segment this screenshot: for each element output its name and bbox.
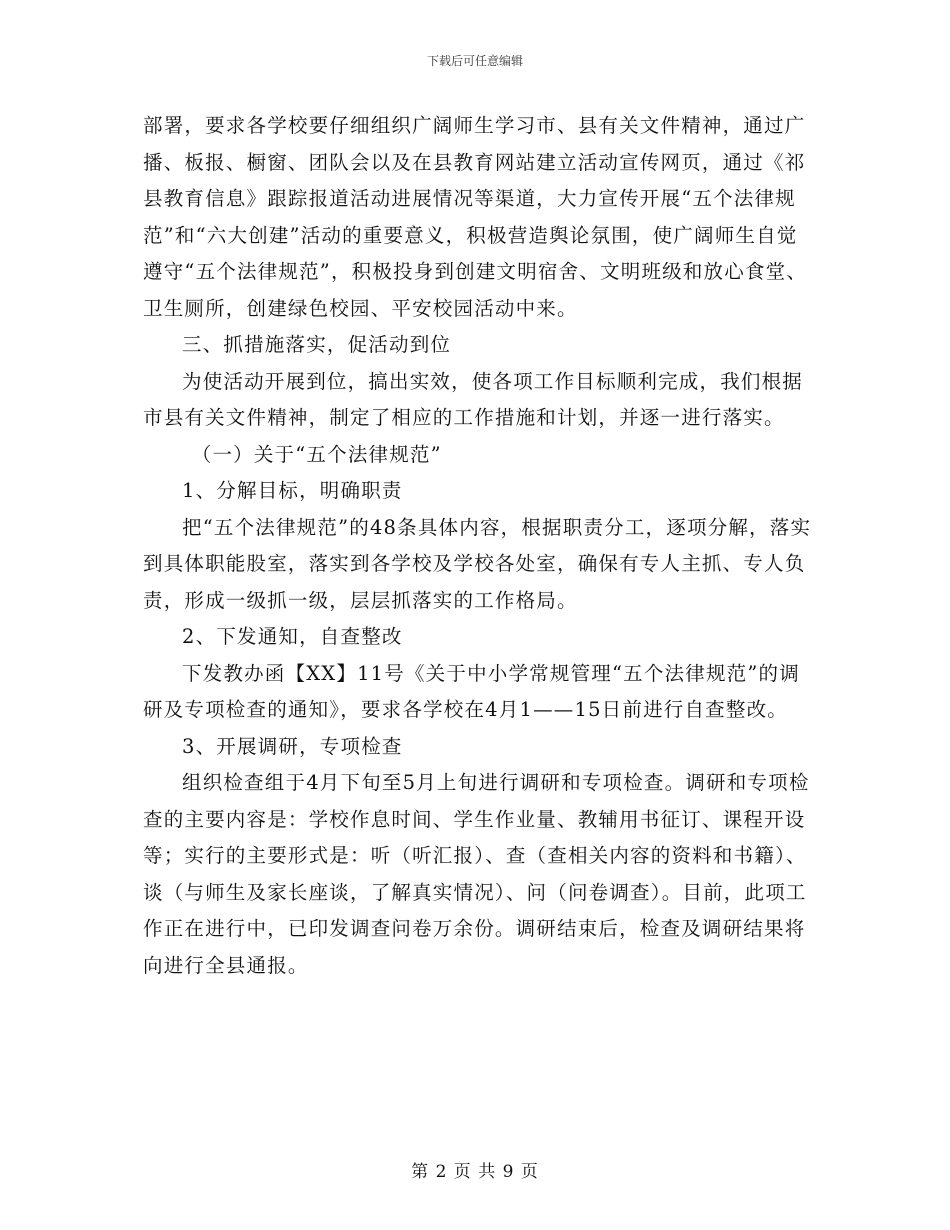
page-number-footer: 第 2 页 共 9 页 — [411, 1162, 539, 1182]
subsection-heading-1: （一）关于“五个法律规范” — [191, 442, 442, 466]
paragraph-item-1: 把“五个法律规范”的48条具体内容，根据职责分工，逐项分解，落实到具体职能股室，落实到各学校及学校各处室，确保有专人主抓、专人负责，形成一级抓一级，层层抓落实的工作格局。 — [143, 515, 812, 612]
paragraph-deployment: 部署，要求各学校要仔细组织广阔师生学习市、县有关文件精神，通过广播、板报、橱窗、团队会以及在县教育网站建立活动宣传网页，通过《祁县教育信息》跟踪报道活动进展情况等渠道，大力宣传开展“五个法律规范”和“六大创建”活动的重要意义，积极营造舆论氛围，使广阔师生自觉遵守“五个法律规范”，积极投身到创建文明宿舍、文明班级和放心食堂、卫生厕所，创建绿色校园、平安校园活动中来。 — [143, 114, 808, 320]
section-heading-3: 三、抓措施落实，促活动到位 — [182, 333, 452, 356]
paragraph-item-3: 组织检查组于4月下旬至5月上旬进行调研和专项检查。调研和专项检查的主要内容是：学校作息时间、学生作业量、教辅用书征订、课程开设等；实行的主要形式是：听（听汇报）、查（查相关内容的资料和书籍）、谈（与师生及家长座谈，了解真实情况）、问（问卷调查）。目前，此项工作正在进行中，已印发调查问卷万余份。调研结束后，检查及调研结果将向进行全县通报。 — [143, 771, 810, 977]
document-body — [143, 108, 813, 984]
item-heading-1: 1、分解目标，明确职责 — [182, 479, 403, 502]
paragraph-measures: 为使活动开展到位，搞出实效，使各项工作目标顺利完成，我们根据市县有关文件精神，制定了相应的工作措施和计划，并逐一进行落实。 — [143, 369, 804, 429]
item-heading-3: 3、开展调研，专项检查 — [182, 734, 403, 758]
page-header-note: 下载后可任意编辑 — [426, 54, 523, 68]
item-heading-2: 2、下发通知，自查整改 — [182, 625, 403, 648]
paragraph-item-2: 下发教办函【XX】11号《关于中小学常规管理“五个法律规范”的调研及专项检查的通知》，要求各学校在4月1——15日前进行自查整改。 — [143, 661, 800, 721]
